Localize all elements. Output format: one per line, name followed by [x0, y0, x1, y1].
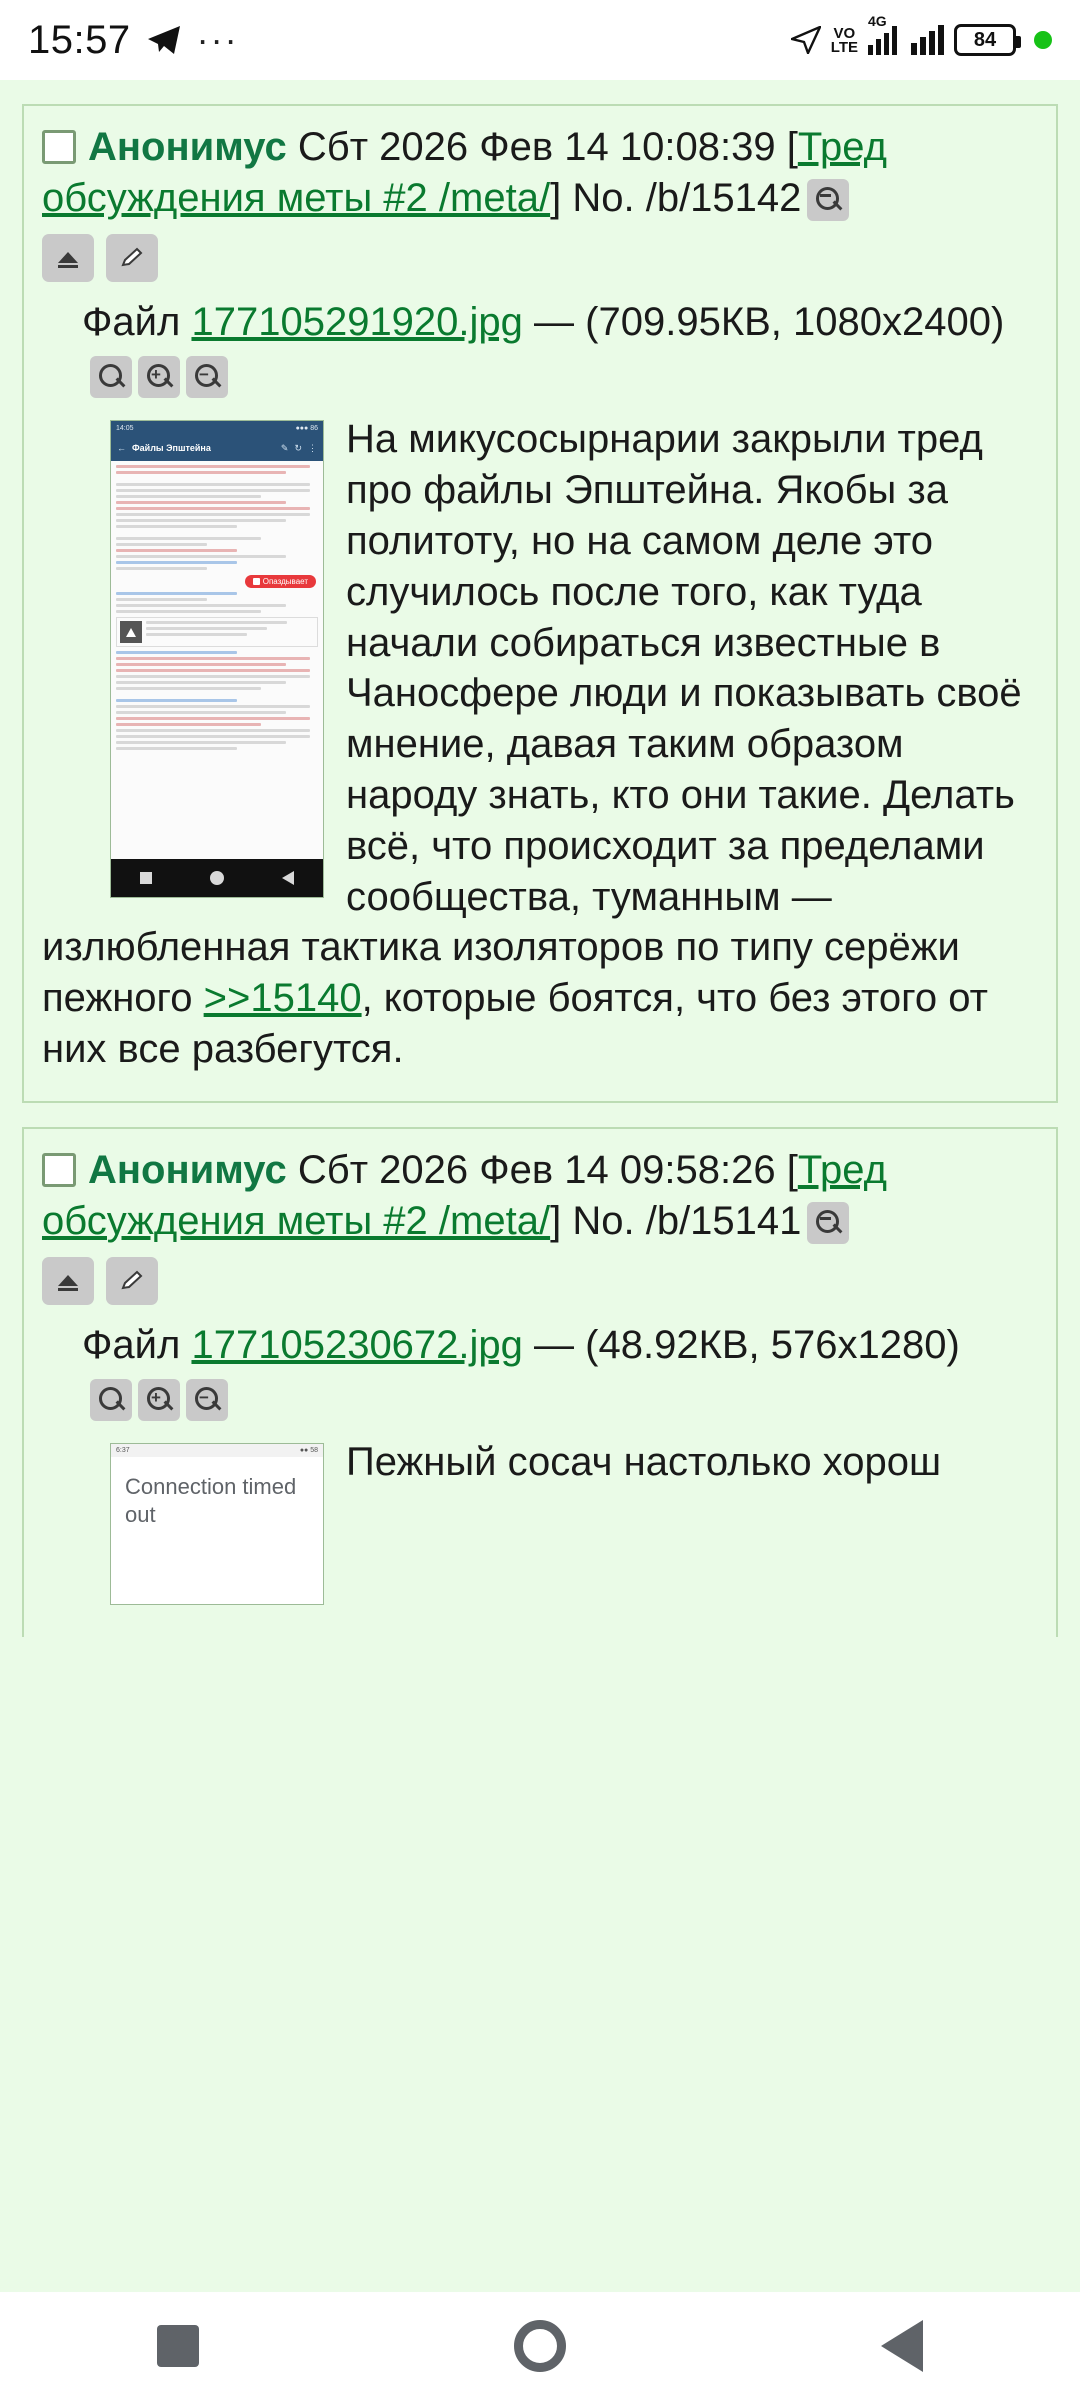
location-arrow-icon — [791, 26, 821, 54]
status-bar-right — [791, 13, 1052, 56]
post-no-value[interactable]: /b/15142 — [645, 176, 802, 221]
back-button[interactable] — [881, 2320, 923, 2372]
post-text-part-3: , которые боятся, что без этого от них все разбегутся. — [42, 976, 988, 1071]
signal-bars-2 — [911, 25, 944, 55]
file-label: Файл — [82, 300, 181, 345]
post-no-value[interactable]: /b/15141 — [645, 1198, 802, 1243]
volte-icon — [831, 26, 858, 55]
status-bar — [0, 0, 1080, 80]
file-line — [42, 296, 1038, 400]
home-button[interactable] — [514, 2320, 566, 2372]
recording-indicator — [1034, 31, 1052, 49]
thumb-status-bar — [111, 1444, 323, 1457]
thumb-refresh-icon: ↻ — [294, 442, 302, 453]
thumb-app-title: Файлы Эпштейна — [132, 443, 211, 454]
zoom-in-icon[interactable]: + — [138, 1379, 180, 1421]
imageboard-thread[interactable] — [0, 80, 1080, 2292]
post-no-label: No. — [572, 176, 635, 221]
zoom-out-icon[interactable] — [807, 179, 849, 221]
file-meta: — (709.95КВ, 1080x2400) — [534, 300, 1005, 345]
reply-pencil-icon[interactable] — [106, 1257, 158, 1305]
subject-bracket-close: ] — [550, 1198, 562, 1243]
thread-subject-link[interactable]: Тред обсуждения меты #2 /meta/ — [42, 1147, 887, 1243]
signal-bars-1 — [868, 25, 897, 55]
status-clock: 15:57 — [28, 17, 131, 62]
post-body — [42, 414, 1038, 1074]
network-label: 4G — [868, 13, 887, 29]
thumb-badge: Опаздывает — [245, 575, 316, 588]
post-text-part-1: Пежный сосач настолько хорош — [346, 1440, 942, 1485]
post-checkbox[interactable] — [42, 130, 76, 164]
thumb-file-card — [116, 617, 318, 647]
zoom-out-icon-2[interactable]: − — [186, 1379, 228, 1421]
network-4g-icon — [868, 13, 897, 55]
recents-button[interactable] — [157, 2325, 199, 2367]
subject-bracket-close: ] — [550, 176, 562, 221]
thread-subject-link[interactable]: Тред обсуждения меты #2 /meta/ — [42, 125, 887, 221]
zoom-in-icon[interactable]: + — [138, 356, 180, 398]
hide-post-icon[interactable] — [42, 1257, 94, 1305]
post-author: Анонимус — [88, 125, 287, 169]
zoom-out-icon[interactable] — [807, 1202, 849, 1244]
post-thumbnail[interactable] — [110, 420, 324, 898]
image-zoom-controls[interactable] — [90, 356, 228, 398]
thumb-overflow-icon: ⋮ — [308, 442, 317, 453]
file-line — [42, 1319, 1038, 1423]
file-meta: — (48.92КВ, 576x1280) — [534, 1323, 960, 1368]
thumbnail-screenshot-1 — [111, 421, 323, 897]
post-text-part-1: На микусосырнарии закрыли тред про файлы Эпштейна. Якобы за политоту, но на самом деле это случилось после того, как туда начали собираться известные в Чаносфере люди и показывать своё — [346, 417, 1022, 716]
status-bar-left — [28, 18, 239, 63]
thumbnail-screenshot-2 — [111, 1444, 323, 1604]
thumb-nav-bar — [111, 859, 323, 897]
zoom-reset-icon[interactable] — [90, 356, 132, 398]
post-body — [42, 1437, 1038, 1611]
zoom-reset-icon[interactable] — [90, 1379, 132, 1421]
file-name-link[interactable]: 177105230672.jpg — [191, 1323, 523, 1368]
volte-label-1: VO — [833, 24, 856, 42]
file-name-link[interactable]: 177105291920.jpg — [191, 300, 523, 345]
thumb-back-icon: ← — [117, 443, 126, 454]
image-zoom-controls[interactable] — [90, 1379, 228, 1421]
post-text-part-2: мнение, давая таким образом народу знать, кто они такие. Делать всё, что происходит за пределами сообщества, туманным — излюбленная тактика изоляторов по типу серёжи пежного — [42, 722, 1015, 1021]
thumb-clock: 6:37 — [116, 1447, 130, 1455]
zoom-out-icon-2[interactable]: − — [186, 356, 228, 398]
more-dots-icon: ··· — [196, 19, 239, 60]
thumb-status-icons: ●● 58 — [299, 1447, 318, 1455]
volte-label-2: LTE — [830, 38, 858, 56]
system-navigation-bar[interactable] — [0, 2292, 1080, 2400]
reply-pencil-icon[interactable] — [106, 234, 158, 282]
post-checkbox[interactable] — [42, 1153, 76, 1187]
post-date: Сбт 2026 Фев 14 10:08:39 — [297, 125, 776, 169]
hide-post-icon[interactable] — [42, 234, 94, 282]
subject-bracket-open: [ — [786, 125, 798, 169]
thumb-edit-icon: ✎ — [280, 442, 289, 453]
file-label: Файл — [82, 1323, 181, 1368]
post-header — [42, 1145, 1038, 1247]
thumb-content — [111, 461, 323, 857]
subject-bracket-open: [ — [786, 1147, 798, 1192]
post-date: Сбт 2026 Фев 14 09:58:26 — [297, 1147, 776, 1192]
post-15141[interactable] — [22, 1127, 1058, 1637]
telegram-icon — [147, 25, 181, 55]
post-actions — [42, 234, 1038, 282]
thumb-app-bar — [111, 435, 323, 461]
post-thumbnail[interactable] — [110, 1443, 324, 1605]
post-no-label: No. — [572, 1198, 635, 1243]
thumb-status-bar — [111, 421, 323, 435]
post-15142[interactable] — [22, 104, 1058, 1103]
post-header — [42, 122, 1038, 224]
post-actions — [42, 1257, 1038, 1305]
battery-indicator: 84 — [954, 24, 1016, 56]
thumb-status-icons: ●●● 86 — [295, 424, 318, 432]
post-reply-link[interactable]: >>15140 — [203, 976, 362, 1021]
thumb-message: Connection timed out — [125, 1474, 297, 1527]
post-author: Анонимус — [88, 1147, 287, 1192]
thumb-clock: 14:05 — [116, 424, 134, 432]
